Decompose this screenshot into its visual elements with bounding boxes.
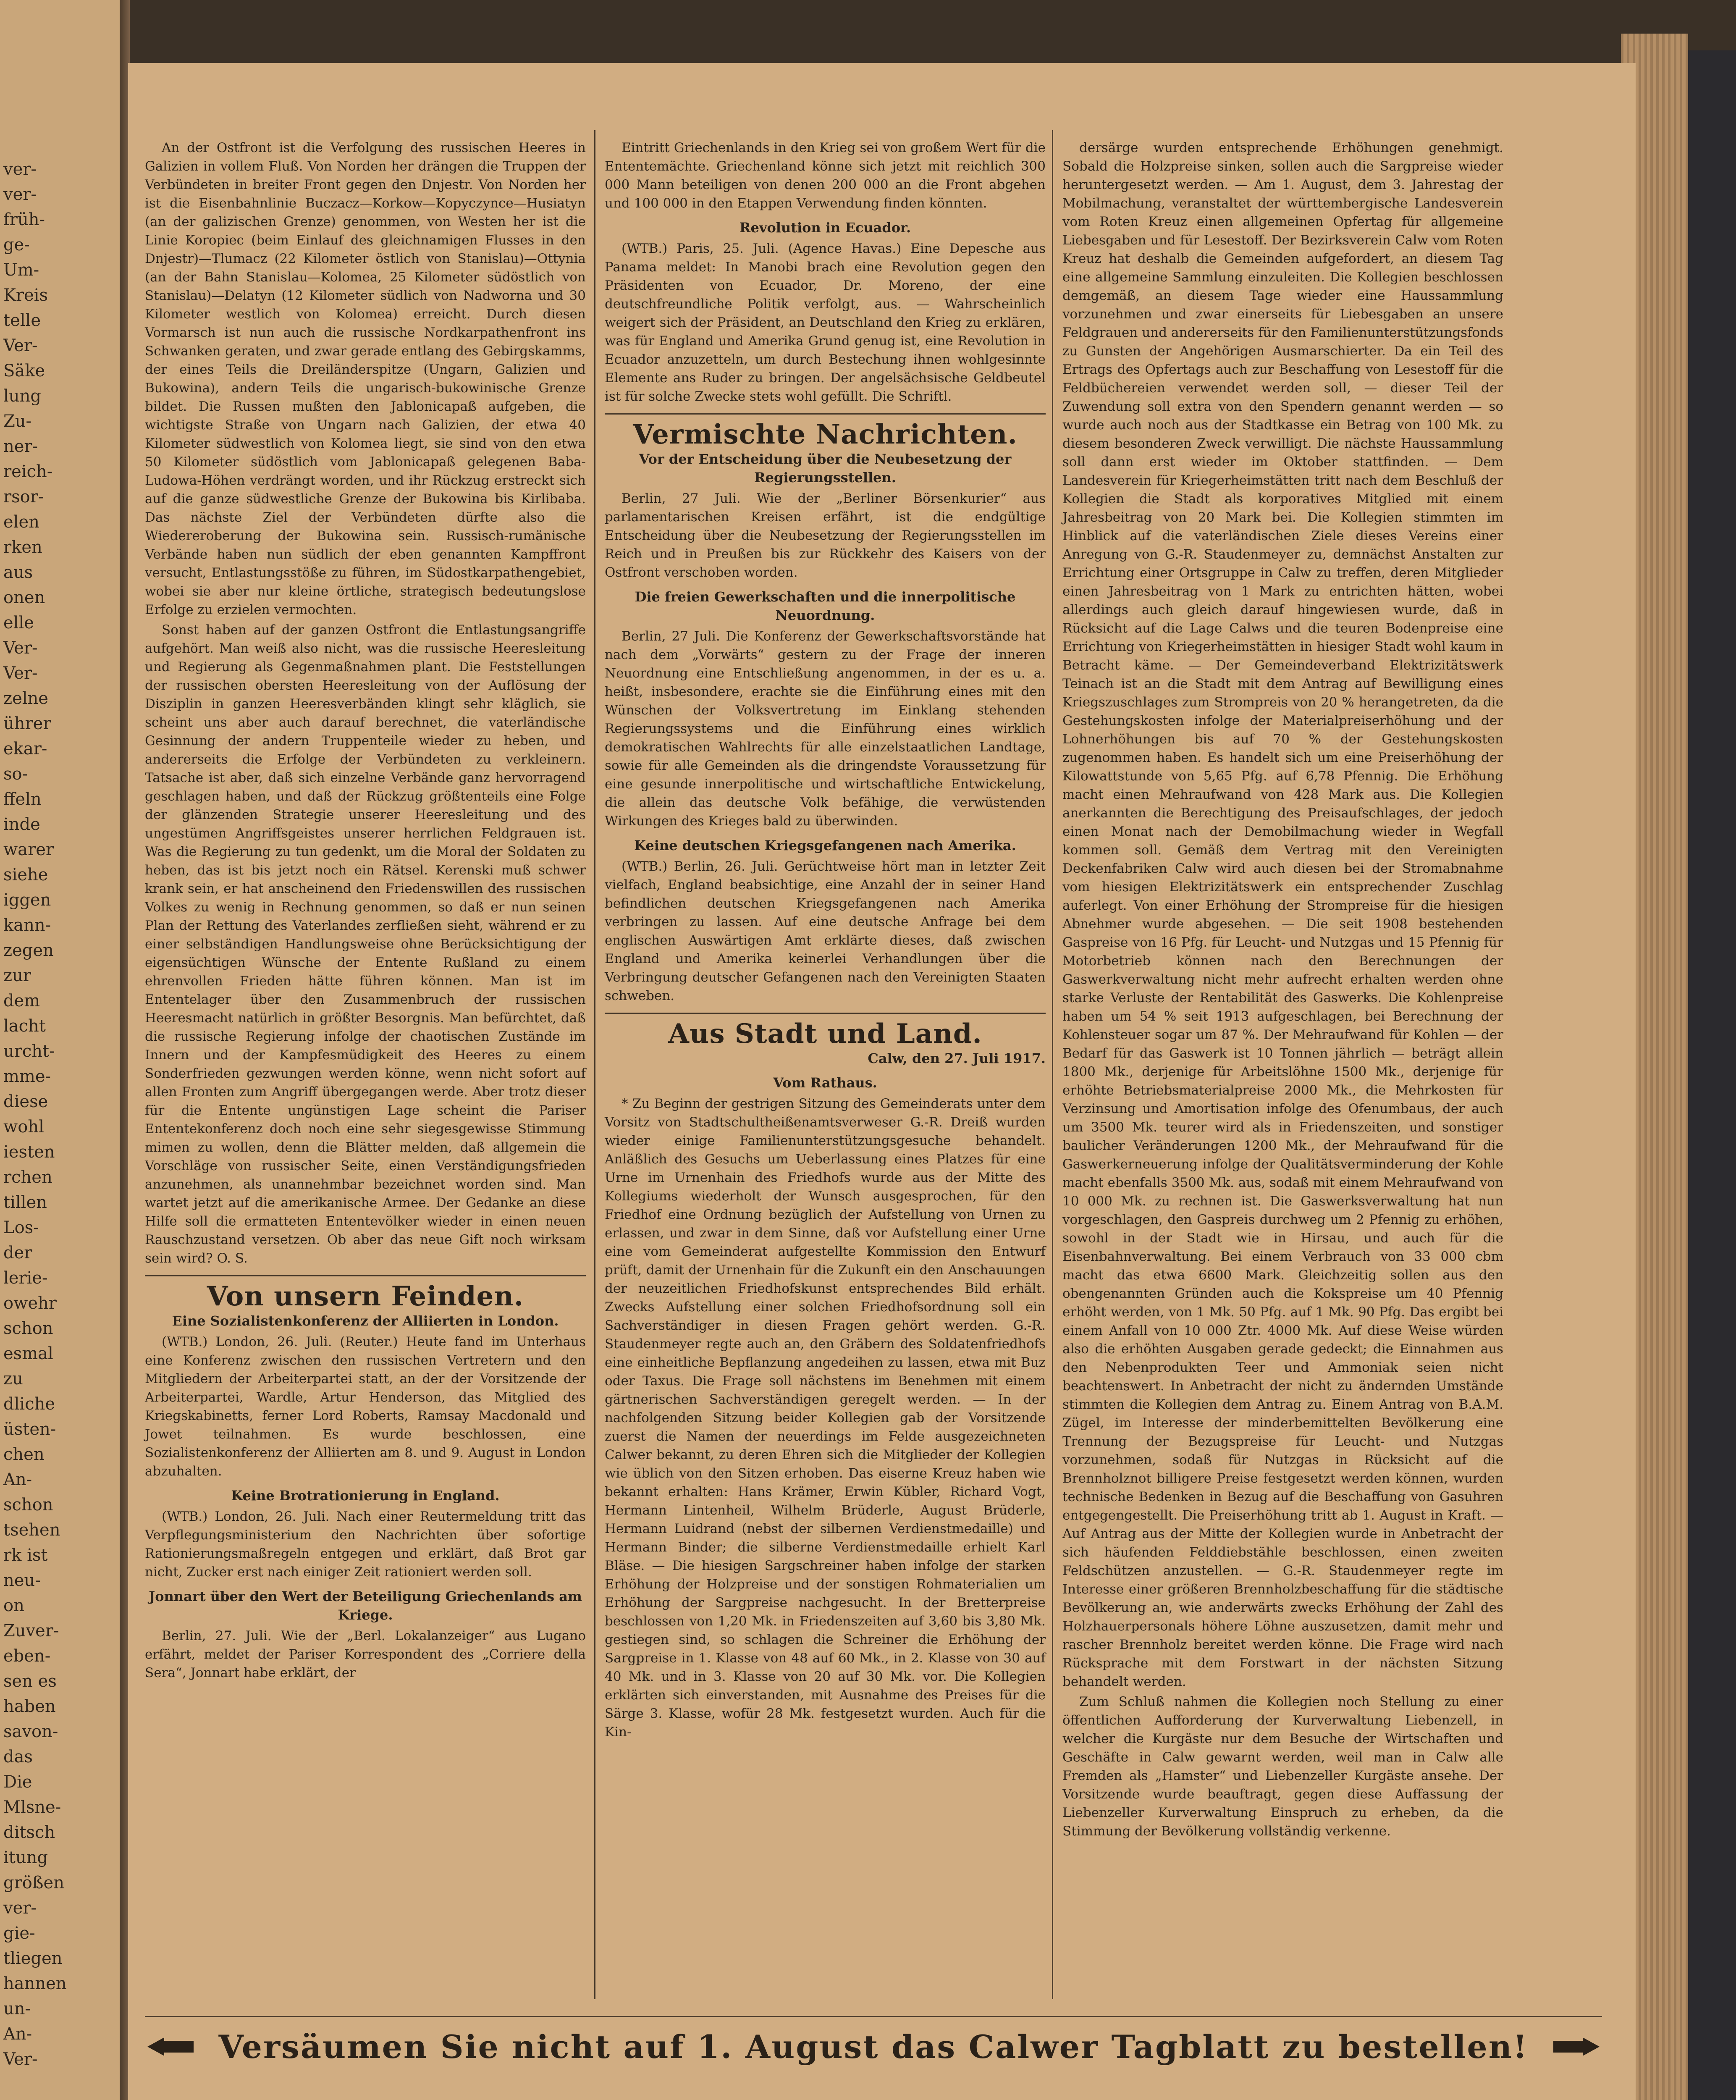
left-page-text-fragment: ver- <box>3 1898 37 1918</box>
left-page-text-fragment: aus <box>3 563 33 582</box>
article-paragraph: * Zu Beginn der gestrigen Sitzung des Gemeinderats unter dem Vorsitz von Stadtschultheißenamtsverweser G.-R. Dreiß wurden wieder einige Familienunterstützungsgesuche behandelt. Anläßlich des Gesuchs um Ueberlassung eines Platzes für eine Urne im Urnenhain des Friedhofs wurde aus der Mitte des Kollegiums wiederholt der Wunsch ausgesprochen, für den Friedhof eine Ordnung bezüglich der Aufstellung von Urnen zu erlassen, und zwar in dem Sinne, daß vor Aufstellung einer Urne eine vom Gemeinderat aufgestellte Kommission den Entwurf prüft, damit der Urnenhain für die Zukunft ein den Anschauungen der neuzeitlichen Friedhofskunst entsprechendes Bild erhält. Zwecks Aufstellung einer solchen Friedhofsordnung soll ein Sachverständiger in diesen Fragen gehört werden. G.-R. Staudenmeyer regte auch an, den Gräbern des Soldatenfriedhofs eine einheitliche Bepflanzung angedeihen zu lassen, etwa mit Buz oder Taxus. Die Frage soll nächstens im Benehmen mit einem gärtnerischen Sachverständigen geregelt werden. — In der nachfolgenden Sitzung beider Kollegien gab der Vorsitzende zuerst die Namen der neuerdings im Felde ausgezeichneten Calwer bekannt, zu deren Ehren sich die Mitglieder der Kollegien wie üblich von den Sitzen erhoben. Das eiserne Kreuz haben wie bekannt erhalten: Hans Krämer, Erwin Kübler, Richard Vogt, Hermann Lintenheil, Wilhelm Brüderle, August Brüderle, Hermann Luidrand (nebst der silbernen Verdienstmedaille) und Hermann Binder; die silberne Verdienstmedaille erhielt Karl Bläse. — Die hiesigen Sargschreiner haben infolge der starken Erhöhung der Holzpreise und der sonstigen Rohmaterialien um Erhöhung der Sargpreise nachgesucht. In der Bretterpreise beschlossen von 1,20 Mk. in Friedenszeiten auf 3,60 bis 3,80 Mk. gestiegen sind, so schlagen die Schreiner die Erhöhung der Sargpreise in 1. Klasse von 48 auf 60 Mk., in 2. Klasse von 30 auf 40 Mk. und in 3. Klasse von 20 auf 30 Mk. vor. Die Kollegien erklärten sich einverstanden, mit Ausnahme des Preises für die Särge 3. Klasse, wofür 28 Mk. festgesetzt wurden. Auch für die Kin- <box>605 1096 1046 1740</box>
left-page-text-fragment: rsor- <box>3 487 44 507</box>
left-page-text-fragment: ührer <box>3 714 51 733</box>
column-2 <box>605 139 1046 1743</box>
left-page-text-fragment: rchen <box>3 1168 52 1187</box>
article-paragraph: Berlin, 27 Juli. Wie der „Berliner Börsenkurier“ aus parlamentarischen Kreisen erfährt, ist die endgültige Entscheidung über die Neubesetzung der Regierungsstellen im Reich und in Preußen bis zur Rückkehr des Kaisers von der Ostfront verschoben worden. <box>605 491 1046 580</box>
left-page-text-fragment: lung <box>3 386 41 406</box>
left-page-text-fragment: chen <box>3 1445 45 1464</box>
article-paragraph: (WTB.) Paris, 25. Juli. (Agence Havas.) Eine Depesche aus Panama meldet: In Manobi brach eine Revolution gegen den Präsidenten von Ecuador, Dr. Moreno, der eine deutschfreundliche Politik verfolgt, aus. — Wahrscheinlich weigert sich der Präsident, an Deutschland den Krieg zu erklären, was für England und Amerika Grund genug ist, eine Revolution in Ecuador anzuzetteln, um durch Bestechung ihnen wohlgesinnte Elemente ans Ruder zu bringen. Der angelsächsische Geldbeutel ist für solche Zwecke stets wohl gefüllt. Die Schriftl. <box>605 241 1046 404</box>
left-page-text-fragment: eben- <box>3 1646 51 1666</box>
left-page-text-fragment: hannen <box>3 1974 67 1993</box>
left-page-text-fragment: iggen <box>3 890 51 910</box>
left-page-text-fragment: inde <box>3 815 40 834</box>
left-page-text-fragment: ner- <box>3 437 38 456</box>
book-binding <box>1688 50 1736 2100</box>
left-page-text-fragment: onen <box>3 588 45 607</box>
article-paragraph: Berlin, 27. Juli. Wie der „Berl. Lokalanzeiger“ aus Lugano erfährt, meldet der Pariser Korrespondent des „Corriere della Sera“, Jonnart habe erklärt, der <box>145 1628 586 1680</box>
subheading: Vor der Entscheidung über die Neubesetzung der Regierungsstellen. <box>639 451 1012 486</box>
section-heading-vermischte: Vermischte Nachrichten. <box>633 419 1017 450</box>
left-page-text-fragment: haben <box>3 1697 56 1716</box>
article-paragraph: (WTB.) Berlin, 26. Juli. Gerüchtweise hört man in letzter Zeit vielfach, England beabsichtige, eine Anzahl der in seiner Hand befindlichen deutschen Kriegsgefangenen nach Amerika verbringen zu lassen. Auf eine deutsche Anfrage bei dem englischen Auswärtigen Amt erklärte dieses, daß zwischen England und Amerika keinerlei Verhandlungen über die Verbringung deutscher Gefangenen nach den Vereinigten Staaten schweben. <box>605 859 1046 1003</box>
subheading: Revolution in Ecuador. <box>739 220 911 236</box>
left-page-text-fragment: ver- <box>3 185 37 204</box>
left-page-text-fragment: zegen <box>3 941 54 960</box>
left-page-text-fragment: owehr <box>3 1294 57 1313</box>
left-page-text-fragment: dliche <box>3 1394 55 1414</box>
left-page-text-fragment: diese <box>3 1092 48 1111</box>
left-page-text-fragment: urcht- <box>3 1042 55 1061</box>
subheading: Eine Sozialistenkonferenz der Alliierten in London. <box>172 1313 559 1329</box>
subheading: Vom Rathaus. <box>773 1075 877 1091</box>
section-heading-stadt-land: Aus Stadt und Land. <box>668 1018 982 1050</box>
left-page-text-fragment: Zuver- <box>3 1621 59 1641</box>
left-page-text-fragment: der <box>3 1243 32 1263</box>
article-paragraph: Eintritt Griechenlands in den Krieg sei von großem Wert für die Ententemächte. Griechenland könne sich jetzt mit reichlich 300 000 Mann beteiligen von denen 200 000 an die Front abgehen und 100 000 in den Etappen Verwendung finden könnten. <box>605 140 1046 211</box>
pointing-hand-icon <box>1553 2035 1600 2058</box>
left-page-text-fragment: ffeln <box>3 790 42 809</box>
left-page-text-fragment: on <box>3 1596 24 1615</box>
left-page-fragment <box>0 0 120 2100</box>
left-page-text-fragment: esmal <box>3 1344 53 1363</box>
left-page-text-fragment: schon <box>3 1319 53 1338</box>
pointing-hand-icon <box>147 2035 194 2058</box>
section-divider <box>145 1275 586 1276</box>
left-page-text-fragment: tsehen <box>3 1520 60 1540</box>
left-page-text-fragment: warer <box>3 840 54 859</box>
left-page-text-fragment: neu- <box>3 1571 41 1590</box>
article-ostfront-continued: Sonst haben auf der ganzen Ostfront die Entlastungsangriffe aufgehört. Man weiß also nicht, was die russische Heeresleitung und Regierung als Gegenmaßnahmen plant. Die Feststellungen der russischen obersten Heeresleitung von der Auflösung der Disziplin in ganzen Heeresverbänden klingt sehr kläglich, sie scheint uns aber auch darauf berechnet, die vaterländische Gesinnung der andern Truppenteile wieder zu heben, und andererseits die Erfolge der Verbündeten zu verkleinern. Tatsache ist aber, daß sich einzelne Verbände ganz hervorragend geschlagen haben, und daß der Rückzug größtenteils eine Folge der glänzenden Strategie unserer Heeresleitung und des ungestümen Angriffsgeistes unserer herrlichen Feldgrauen ist. Was die Regierung zu tun gedenkt, um die Moral der Soldaten zu heben, das ist bis jetzt noch ein Rätsel. Kerenski muß schwer krank sein, er hat anscheinend den Friedenswillen des russischen Volkes zu wenig in Rechnung genommen, so daß er nun seinen Plan der Rettung des Vaterlandes zerfließen sieht, während er zu einer selbständigen Handlungsweise ohne Berücksichtigung der eigensüchtigen Wünsche der Entente Rußland zu einem ehrenvollen Frieden hätte führen können. Man ist im Ententelager über den Zusammenbruch der russischen Heeresmacht natürlich in größter Besorgnis. Man befürchtet, daß die russische Regierung infolge der chaotischen Zustände im Innern und der Kampfesmüdigkeit des Heeres zu einem Sonderfrieden gezwungen werden könne, wenn nicht sofort auf allen Fronten zum Angriff übergegangen werde. Aber trotz dieser für die Entente ungünstigen Lage scheint die Pariser Ententekonferenz doch noch eine sehr siegesgewisse Stimmung mimen zu wollen, denn die Blätter melden, daß allgemein die Vorschläge von russischer Seite, einen Verständigungsfrieden anzunehmen, als unannehmbar bezeichnet worden sind. Man wartet jetzt auf die amerikanische Armee. Der Gedanke an diese Hilfe soll die ermatteten Ententevölker wieder in einen neuen Rauschzustand versetzen. Ob aber das neue Gift noch wirksam sein wird? O. S. <box>145 622 586 1266</box>
left-page-text-fragment: das <box>3 1747 33 1767</box>
subheading: Jonnart über den Wert der Beteiligung Griechenlands am Kriege. <box>149 1588 582 1623</box>
left-page-text-fragment: Ver- <box>3 664 38 683</box>
article-paragraph: (WTB.) London, 26. Juli. Nach einer Reutermeldung tritt das Verpflegungsministerium den Nachrichten über sofortige Rationierungsmaßregeln entgegen und erklärt, daß Brot gar nicht, Zucker erst nach einiger Zeit rationiert werden soll. <box>145 1509 586 1580</box>
left-page-text-fragment: ge- <box>3 235 30 255</box>
left-page-text-fragment: üsten- <box>3 1420 56 1439</box>
left-page-text-fragment: Ver- <box>3 336 38 355</box>
left-page-text-fragment: sen es <box>3 1672 57 1691</box>
subheading: Keine deutschen Kriegsgefangenen nach Amerika. <box>634 837 1016 853</box>
column-3 <box>1062 139 1503 1842</box>
left-page-text-fragment: kann- <box>3 916 51 935</box>
left-page-text-fragment: lacht <box>3 1016 46 1036</box>
left-page-text-fragment: tillen <box>3 1193 47 1212</box>
left-page-text-fragment: größen <box>3 1873 64 1893</box>
left-page-text-fragment: rken <box>3 538 42 557</box>
left-page-text-fragment: Säke <box>3 361 45 381</box>
left-page-text-fragment: Um- <box>3 260 39 280</box>
left-page-text-fragment: gie- <box>3 1924 35 1943</box>
article-ostfront: An der Ostfront ist die Verfolgung des russischen Heeres in Galizien in vollem Fluß. Von Norden her drängen die Truppen der Verbündeten in breiter Front gegen den Dnjestr. Von Norden her ist die Eisenbahnlinie Buczacz—Korkow—Kopyczynce—Husiatyn (an der galizischen Grenze) genommen, von Westen her ist die Linie Koropiec (beim Einlauf des gleichnamigen Flusses in den Dnjestr)—Tlumacz (22 Kilometer östlich von Stanislau)—Ottynia (an der Bahn Stanislau—Kolomea, 25 Kilometer südöstlich von Stanislau)—Delatyn (12 Kilometer südlich von Nadworna und 30 Kilometer westlich von Kolomea) erreicht. Durch diesen Vormarsch ist nun auch die russische Nordkarpathenfront ins Schwanken geraten, und zwar gerade entlang des Gebirgskamms, der eines Teils die Dreiländerspitze (Ungarn, Galizien und Bukowina), andern Teils die ungarisch-bukowinische Grenze bildet. Die Russen mußten den Jablonicapaß aufgeben, die wichtigste Straße von Ungarn nach Galizien, der etwa 40 Kilometer südwestlich von Kolomea liegt, sie sind von den etwa 50 Kilometer südöstlich vom Jablonicapaß gelegenen Baba-Ludowa-Höhen verdrängt worden, und ihr Rückzug erstreckt sich auf die ganze südwestliche Grenze der Bukowina bis Kirlibaba. Das nächste Ziel der Verbündeten dürfte also die Wiedereroberung der Bukowina sein. Russisch-rumänische Verbände haben nun südlich der eben genannten Kampffront versucht, Entlastungsstöße zu führen, im Südostkarpathengebiet, wobei sie aber nur kleine örtliche, strategisch bedeutungslose Erfolge zu erzielen vermochten. <box>145 140 586 617</box>
left-page-text-fragment: elle <box>3 613 34 633</box>
section-heading-feinden: Von unsern Feinden. <box>207 1281 524 1312</box>
left-page-text-fragment: rk ist <box>3 1546 48 1565</box>
left-page-text-fragment: zelne <box>3 689 48 708</box>
subheading: Die freien Gewerkschaften und die innerpolitische Neuordnung. <box>635 589 1016 623</box>
left-page-text-fragment: An- <box>3 2024 32 2044</box>
left-page-text-fragment: ver- <box>3 160 37 179</box>
left-page-text-fragment: lerie- <box>3 1268 48 1288</box>
footer-text: Versäumen Sie nicht auf 1. August das Calwer Tagblatt zu bestellen! <box>218 2028 1529 2066</box>
column-rule <box>1052 130 1053 1999</box>
left-page-text-fragment: reich- <box>3 462 53 481</box>
left-page-text-fragment: zur <box>3 966 31 985</box>
left-page-text-fragment: ditsch <box>3 1823 55 1842</box>
left-page-text-fragment: früh- <box>3 210 45 229</box>
article-paragraph: dersärge wurden entsprechende Erhöhungen genehmigt. Sobald die Holzpreise sinken, sollen auch die Sargpreise wieder heruntergesetzt werden. — Am 1. August, dem 3. Jahrestag der Mobilmachung, veranstaltet der württembergische Landesverein vom Roten Kreuz einen allgemeinen Opfertag für allgemeine Liebesgaben und für Lesestoff. Der Bezirksverein Calw vom Roten Kreuz hat deshalb die Gemeinden aufgefordert, an diesem Tag eine allgemeine Sammlung einzuleiten. Die Kollegien beschlossen demgemäß, an diesem Tage wieder eine Haussammlung vorzunehmen und zwar einerseits für Liebesgaben an unsere Feldgrauen und andererseits für den Familienunterstützungsfonds zu Gunsten der Angehörigen Ausmarschierter. Da ein Teil des Ertrags des Opfertags auch zur Beschaffung von Lesestoff für die Feldbüchereien verwendet werden soll, — dieser Teil der Zuwendung soll extra von den Spendern genannt werden — so wurde auch noch aus der Stadtkasse ein Betrag von 100 Mk. zu diesem besonderen Zweck verwilligt. Die nächste Haussammlung soll dann erst wieder im Oktober stattfinden. — Dem Landesverein für Kriegerheimstätten tritt nach dem Beschluß der Kollegien die Stadt als korporatives Mitglied mit einem Jahresbeitrag von 20 Mark bei. Die Kollegien stimmten im Hinblick auf die vaterländischen Ziele dieses Vereins einer Anregung von G.-R. Staudenmeyer zu, demnächst Anstalten zur Errichtung einer Ortsgruppe in Calw zu treffen, deren Mitglieder einen Jahresbeitrag von 1 Mark zu entrichten hätten, wobei allerdings auch gleich darauf hingewiesen wurde, daß in Rücksicht auf die Lage Calws und die teuren Bodenpreise eine Errichtung von Kriegerheimstätten in hiesiger Stadt wohl kaum in Betracht käme. — Der Gemeindeverband Elektrizitätswerk Teinach ist an die Stadt mit dem Antrag auf Bewilligung eines Kriegszuschlages zum Strompreis von 20 % herangetreten, da die Gestehungskosten infolge der Materialpreiserhöhung und der Lohnerhöhungen bis auf 70 % der Gestehungskosten zugenommen haben. Es handelt sich um eine Preiserhöhung der Kilowattstunde von 5,65 Pfg. auf 6,78 Pfennig. Die Erhöhung macht einen Mehraufwand von 428 Mark aus. Die Kollegien anerkannten die Berechtigung des Preisaufschlages, der jedoch einen Monat nach der Demobilmachung wieder in Wegfall kommen soll. Gemäß dem Vertrag mit den Vereinigten Deckenfabriken Calw wird auch diesen bei der Stromabnahme vom hiesigen Elektrizitätswerk ein entsprechender Zuschlag auferlegt. Von einer Erhöhung der Strompreise für die hiesigen Abnehmer wurde abgesehen. — Die seit 1908 bestehenden Gaspreise von 16 Pfg. für Leucht- und Nutzgas und 15 Pfennig für Motorbetrieb können nach den Berechnungen der Gaswerkverwaltung nicht mehr aufrecht erhalten werden ohne starke Verluste der Rentabilität des Gaswerks. Die Kohlenpreise haben um 54 % seit 1913 aufgeschlagen, bei Berechnung der Kohlensteuer sogar um 87 %. Der Mehraufwand für Kohlen — der Bedarf für das Gaswerk ist 10 Tonnen jährlich — beträgt allein 1800 Mk., derjenige für Arbeitslöhne 1500 Mk., derjenige für erhöhte Betriebsmaterialpreise 2000 Mk., die Mehrkosten für Verzinsung und Amortisation infolge des Ofenumbaus, der auch um 3500 Mk. teurer wird als in Friedenszeiten, und sonstiger baulicher Veränderungen 1200 Mk., der Mehraufwand für die Gaswerkerneuerung infolge der Qualitätsverminderung der Kohle macht ebenfalls 3500 Mk. aus, sodaß mit einem Mehraufwand von 10 000 Mk. zu rechnen ist. Die Gaswerksverwaltung hat nun vorgeschlagen, den Gaspreis durchweg um 2 Pfennig zu erhöhen, sowohl in der Stadt wie in Hirsau, und auch für die Eisenbahnverwaltung. Bei einem Verbrauch von 33 000 cbm macht das etwa 6600 Mark. Gleichzeitig sollen aus den obengenannten Gründen auch die Kokspreise um 40 Pfennig erhöht werden, von 1 Mk. 50 Pfg. auf 1 Mk. 90 Pfg. Das ergibt bei einem Anfall von 10 000 Ztr. 4000 Mk. Auf diese Weise würden also die erhöhten Ausgaben gerade gedeckt; die Einnahmen aus den Nebenprodukten Teer und Ammoniak seien nicht beachtenswert. In Anbetracht der nicht zu ändernden Umstände stimmten die Kollegien dem Antrag zu. Einem Antrag von B.A.M. Zügel, im Interesse der minderbemittelten Bevölkerung eine Trennung der Bezugspreise für Leucht- und Nutzgas vorzunehmen, sodaß für Nutzgas in Rücksicht auf die Brennholznot billigere Preise festgesetzt werden können, wurden technische Bedenken in Bezug auf die Beschaffung von Gasuhren entgegengestellt. Die Preiserhöhung tritt ab 1. August in Kraft. — Auf Antrag aus der Mitte der Kollegien wurde in Anbetracht der sich häufenden Felddiebstähle beschlossen, einen zweiten Feldschützen anzustellen. — G.-R. Staudenmeyer regte im Interesse einer größeren Brennholzbeschaffung für die städtische Bevölkerung an, wie anderwärts zwecks Erhöhung der Zahl des Holzhauerpersonals höhere Löhne auszusetzen, damit mehr und rascher Brennholz bereitet werden könne. Die Frage wird nach Rücksprache mit dem Forstwart in der nächsten Sitzung behandelt werden. <box>1062 140 1503 1689</box>
left-page-text-fragment: dem <box>3 991 40 1011</box>
footer-banner <box>145 2016 1602 2076</box>
column-1 <box>145 139 586 1684</box>
left-page-text-fragment: elen <box>3 512 39 532</box>
dateline: Calw, den 27. Juli 1917. <box>868 1050 1046 1066</box>
left-page-text-fragment: iesten <box>3 1142 55 1162</box>
left-page-text-fragment: tliegen <box>3 1949 63 1968</box>
left-page-text-fragment: itung <box>3 1848 48 1867</box>
left-page-text-fragment: Kreis <box>3 286 48 305</box>
left-page-text-fragment: Los- <box>3 1218 39 1237</box>
left-page-text-fragment: wohl <box>3 1117 44 1137</box>
left-page-text-fragment: schon <box>3 1495 53 1515</box>
section-divider <box>605 1013 1046 1014</box>
left-page-text-fragment: siehe <box>3 865 48 885</box>
left-page-text-fragment: savon- <box>3 1722 58 1741</box>
left-page-text-fragment: Die <box>3 1772 32 1792</box>
left-page-text-fragment: zu <box>3 1369 23 1389</box>
left-page-text-fragment: un- <box>3 1999 31 2019</box>
article-paragraph: Zum Schluß nahmen die Kollegien noch Stellung zu einer öffentlichen Aufforderung der Kurverwaltung Liebenzell, in welcher die Kurgäste nur dem Besuche der Wirtschaften und Geschäfte in Calw gewarnt werden, weil man in Calw alle Fremden als „Hamster“ und Liebenzeller Kurgäste ansehe. Der Vorsitzende wurde beauftragt, gegen diese Auffassung der Liebenzeller Kurverwaltung Einspruch zu erheben, da die Stimmung der Bevölkerung vollständig verkenne. <box>1062 1694 1503 1839</box>
left-page-text-fragment: Zu- <box>3 412 32 431</box>
newspaper-page <box>128 63 1636 2100</box>
left-page-text-fragment: telle <box>3 311 41 330</box>
left-page-text-fragment: so- <box>3 764 28 784</box>
left-page-text-fragment: ekar- <box>3 739 47 759</box>
left-page-text-fragment: An- <box>3 1470 32 1489</box>
left-page-text-fragment: Mlsne- <box>3 1798 61 1817</box>
subheading: Keine Brotrationierung in England. <box>231 1488 500 1504</box>
section-divider <box>605 413 1046 415</box>
left-page-text-fragment: Ver- <box>3 638 38 658</box>
article-paragraph: Berlin, 27 Juli. Die Konferenz der Gewerkschaftsvorstände hat nach dem „Vorwärts“ gestern zu der Frage der inneren Neuordnung eine Entschließung angenommen, in der es u. a. heißt, insbesondere, erachte sie die Einführung eines mit den Wünschen der Volksvertretung im Einklang stehenden Regierungssystems und die Einführung eines wirklich demokratischen Wahlrechts für alle einzelstaatlichen Landtage, sowie für alle Gemeinden als die dringendste Voraussetzung für eine gesunde innerpolitische und wirtschaftliche Entwickelung, die allein das deutsche Volk befähige, die verwüstenden Wirkungen des Krieges bald zu überwinden. <box>605 629 1046 829</box>
column-rule <box>594 130 595 1999</box>
left-page-text-fragment: Ver- <box>3 2050 38 2069</box>
left-page-text-fragment: mme- <box>3 1067 51 1086</box>
article-paragraph: (WTB.) London, 26. Juli. (Reuter.) Heute fand im Unterhaus eine Konferenz zwischen den russischen Vertretern und den Mitgliedern der Arbeiterpartei statt, an der der Vorsitzende der Arbeiterpartei, Wardle, Artur Henderson, das Mitglied des Kriegskabinetts, ferner Lord Roberts, Ramsay Macdonald und Jowet teilnahmen. Es wurde beschlossen, eine Sozialistenkonferenz der Alliierten am 8. und 9. August in London abzuhalten. <box>145 1334 586 1479</box>
